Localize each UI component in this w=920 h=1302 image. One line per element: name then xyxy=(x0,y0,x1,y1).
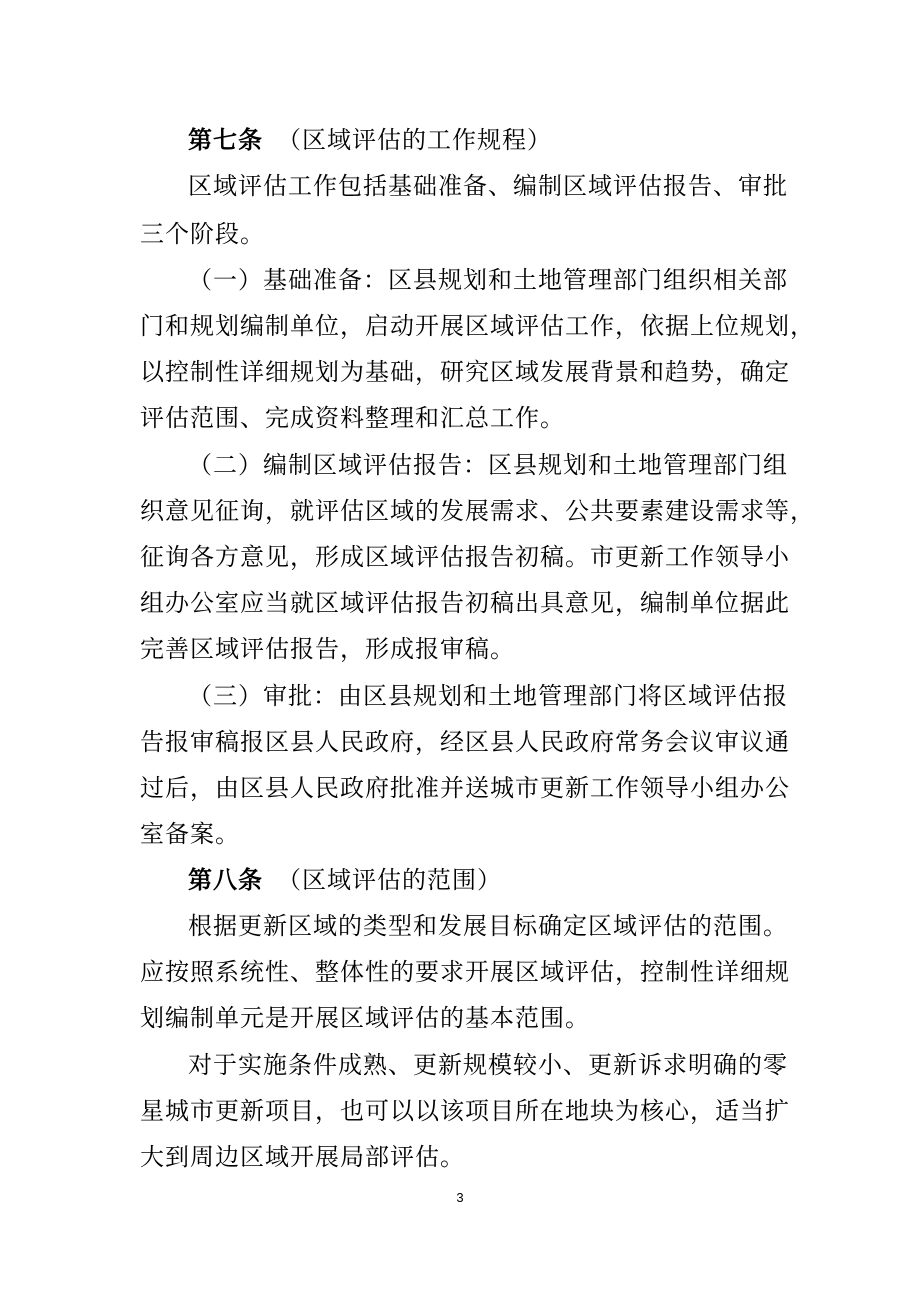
article-7-title: （区域评估的工作规程） xyxy=(277,126,552,154)
article-8-heading xyxy=(188,860,828,900)
article-8-p2-line-2: 星城市更新项目，也可以以该项目所在地块为核心，适当扩 xyxy=(140,1097,790,1125)
article-7-p3-line-4: 组办公室应当就区域评估报告初稿出具意见，编制单位据此 xyxy=(140,589,790,617)
article-8-p1-line-1: 根据更新区域的类型和发展目标确定区域评估的范围。 xyxy=(188,912,788,940)
article-7-p2-line-1: （一）基础准备：区县规划和土地管理部门组织相关部 xyxy=(188,266,788,294)
article-7-p4-line-3: 过后，由区县人民政府批准并送城市更新工作领导小组办公 xyxy=(140,774,790,802)
article-8-p2-line-1: 对于实施条件成熟、更新规模较小、更新诉求明确的零 xyxy=(188,1051,788,1079)
article-7-p2-line-3: 以控制性详细规划为基础，研究区域发展背景和趋势，确定 xyxy=(140,358,790,386)
article-8-p1-line-2: 应按照系统性、整体性的要求开展区域评估，控制性详细规 xyxy=(140,958,790,986)
article-8-title: （区域评估的范围） xyxy=(277,866,502,894)
article-7-p3-line-3: 征询各方意见，形成区域评估报告初稿。市更新工作领导小 xyxy=(140,543,790,571)
page-number: 3 xyxy=(456,1190,464,1205)
article-7-p4-line-1: （三）审批：由区县规划和土地管理部门将区域评估报 xyxy=(188,682,788,710)
article-8-p2-line-3: 大到周边区域开展局部评估。 xyxy=(140,1143,465,1171)
article-7-p3-line-5: 完善区域评估报告，形成报审稿。 xyxy=(140,635,515,663)
article-7-p1-line-2: 三个阶段。 xyxy=(140,220,265,248)
article-7-label: 第七条 xyxy=(188,126,263,154)
article-8-label: 第八条 xyxy=(188,866,263,894)
article-8-p1-line-3: 划编制单元是开展区域评估的基本范围。 xyxy=(140,1004,590,1032)
article-7-p2-line-2: 门和规划编制单位，启动开展区域评估工作，依据上位规划， xyxy=(140,312,815,340)
article-7-p1-line-1: 区域评估工作包括基础准备、编制区域评估报告、审批 xyxy=(188,172,788,200)
article-7-p2-line-4: 评估范围、完成资料整理和汇总工作。 xyxy=(140,404,565,432)
article-7-heading xyxy=(188,120,828,160)
article-7-p3-line-1: （二）编制区域评估报告：区县规划和土地管理部门组 xyxy=(188,451,788,479)
article-7-p3-line-2: 织意见征询，就评估区域的发展需求、公共要素建设需求等， xyxy=(140,497,815,525)
article-7-p4-line-2: 告报审稿报区县人民政府，经区县人民政府常务会议审议通 xyxy=(140,728,790,756)
article-7-p4-line-4: 室备案。 xyxy=(140,820,240,848)
